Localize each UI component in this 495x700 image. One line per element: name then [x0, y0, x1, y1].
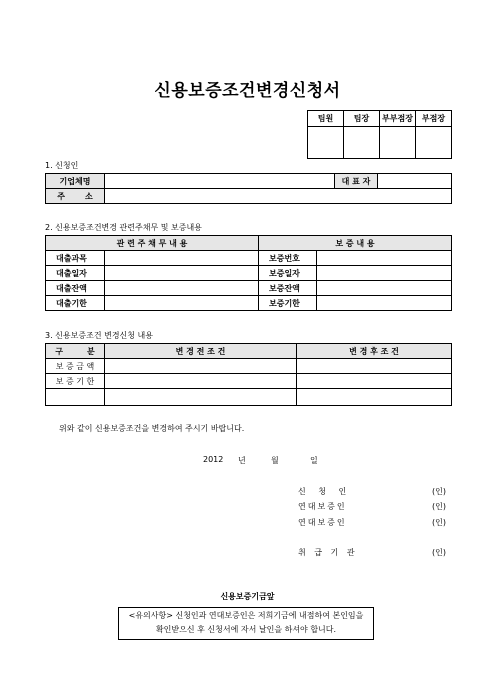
address-label-b: 소: [85, 191, 93, 201]
loan-term-label: 대출기한: [46, 296, 105, 311]
request-statement: 위와 같이 신용보증조건을 변경하여 주시기 바랍니다.: [59, 424, 245, 433]
guarantee-term-field[interactable]: [317, 296, 452, 311]
loan-subject-label: 대출과목: [46, 251, 105, 266]
guarantee-balance-label: 보증잔액: [259, 281, 317, 296]
representative-field[interactable]: [378, 174, 452, 189]
approval-sign-cell[interactable]: [416, 127, 452, 159]
address-field[interactable]: [105, 189, 452, 204]
representative-label: 대 표 자: [335, 174, 378, 189]
guarantee-date-field[interactable]: [317, 266, 452, 281]
joint-guarantor-2-label: 연대보증인: [298, 518, 347, 527]
address-label-a: 주: [57, 191, 65, 201]
guarantee-period-label: 보 증 기 한: [46, 374, 105, 389]
loan-subject-field[interactable]: [105, 251, 259, 266]
guarantee-period-before-field[interactable]: [105, 374, 297, 389]
joint-guarantor-2-seal[interactable]: (인): [432, 518, 446, 527]
approval-header-team-lead: 팀장: [344, 111, 380, 127]
approval-header-branch-manager: 부점장: [416, 111, 452, 127]
notice-line-2: 확인받으신 후 신청서에 자서 날인을 하셔야 합니다.: [155, 625, 337, 634]
guarantee-date-label: 보증일자: [259, 266, 317, 281]
approval-sign-cell[interactable]: [344, 127, 380, 159]
extra-row-after-field[interactable]: [297, 389, 452, 406]
guarantee-content-header: 보 증 내 용: [259, 236, 452, 251]
after-change-header: 변 경 후 조 건: [297, 344, 452, 359]
notice-line-1: <유의사항> 신청인과 연대보증인은 저희기금에 내점하여 본인임을: [128, 611, 364, 620]
guarantee-amount-label: 보 증 금 액: [46, 359, 105, 374]
applicant-label: 신 청 인: [298, 487, 352, 496]
loan-balance-field[interactable]: [105, 281, 259, 296]
before-change-header: 변 경 전 조 건: [105, 344, 297, 359]
address-label: [46, 189, 105, 204]
approval-sign-cell[interactable]: [308, 127, 344, 159]
applicant-seal[interactable]: (인): [432, 487, 446, 496]
applicant-table: [45, 173, 452, 204]
date-month-unit: 월: [271, 456, 279, 465]
obligation-table: [45, 235, 452, 311]
guarantee-balance-field[interactable]: [317, 281, 452, 296]
change-request-table: [45, 343, 452, 406]
recipient-label: 신용보증기금앞: [220, 592, 275, 601]
date-day-unit: 일: [310, 456, 318, 465]
related-obligation-header: 관 련 주 채 무 내 용: [46, 236, 259, 251]
guarantee-number-field[interactable]: [317, 251, 452, 266]
section2-heading: 2. 신용보증조건변경 관련주채무 및 보증내용: [45, 223, 202, 232]
joint-guarantor-1-label: 연대보증인: [298, 502, 347, 511]
approval-header-team-member: 팀원: [308, 111, 344, 127]
guarantee-term-label: 보증기한: [259, 296, 317, 311]
company-name-field[interactable]: [105, 174, 335, 189]
guarantee-amount-after-field[interactable]: [297, 359, 452, 374]
guarantee-amount-before-field[interactable]: [105, 359, 297, 374]
date-year-unit: 년: [238, 456, 246, 465]
section1-heading: 1. 신청인: [45, 161, 79, 170]
notice-box: [118, 607, 374, 640]
guarantee-period-after-field[interactable]: [297, 374, 452, 389]
loan-balance-label: 대출잔액: [46, 281, 105, 296]
section3-heading: 3. 신용보증조건 변경신청 내용: [45, 331, 153, 340]
company-name-label: 기업체명: [46, 174, 105, 189]
guarantee-number-label: 보증번호: [259, 251, 317, 266]
extra-row-before-field[interactable]: [105, 389, 297, 406]
category-header-b: 분: [87, 346, 95, 356]
handling-institution-seal[interactable]: (인): [432, 548, 446, 557]
handling-institution-label: 취 급 기 관: [298, 548, 358, 557]
loan-term-field[interactable]: [105, 296, 259, 311]
approval-header-deputy-branch: 부부점장: [380, 111, 416, 127]
category-header: [46, 344, 105, 359]
date-year[interactable]: 2012: [203, 455, 224, 464]
joint-guarantor-1-seal[interactable]: (인): [432, 502, 446, 511]
approval-sign-cell[interactable]: [380, 127, 416, 159]
page-title: 신용보증조건변경신청서: [154, 81, 341, 101]
extra-row-label[interactable]: [46, 389, 105, 406]
loan-date-field[interactable]: [105, 266, 259, 281]
category-header-a: 구: [55, 346, 63, 356]
loan-date-label: 대출일자: [46, 266, 105, 281]
approval-box: [307, 110, 452, 159]
